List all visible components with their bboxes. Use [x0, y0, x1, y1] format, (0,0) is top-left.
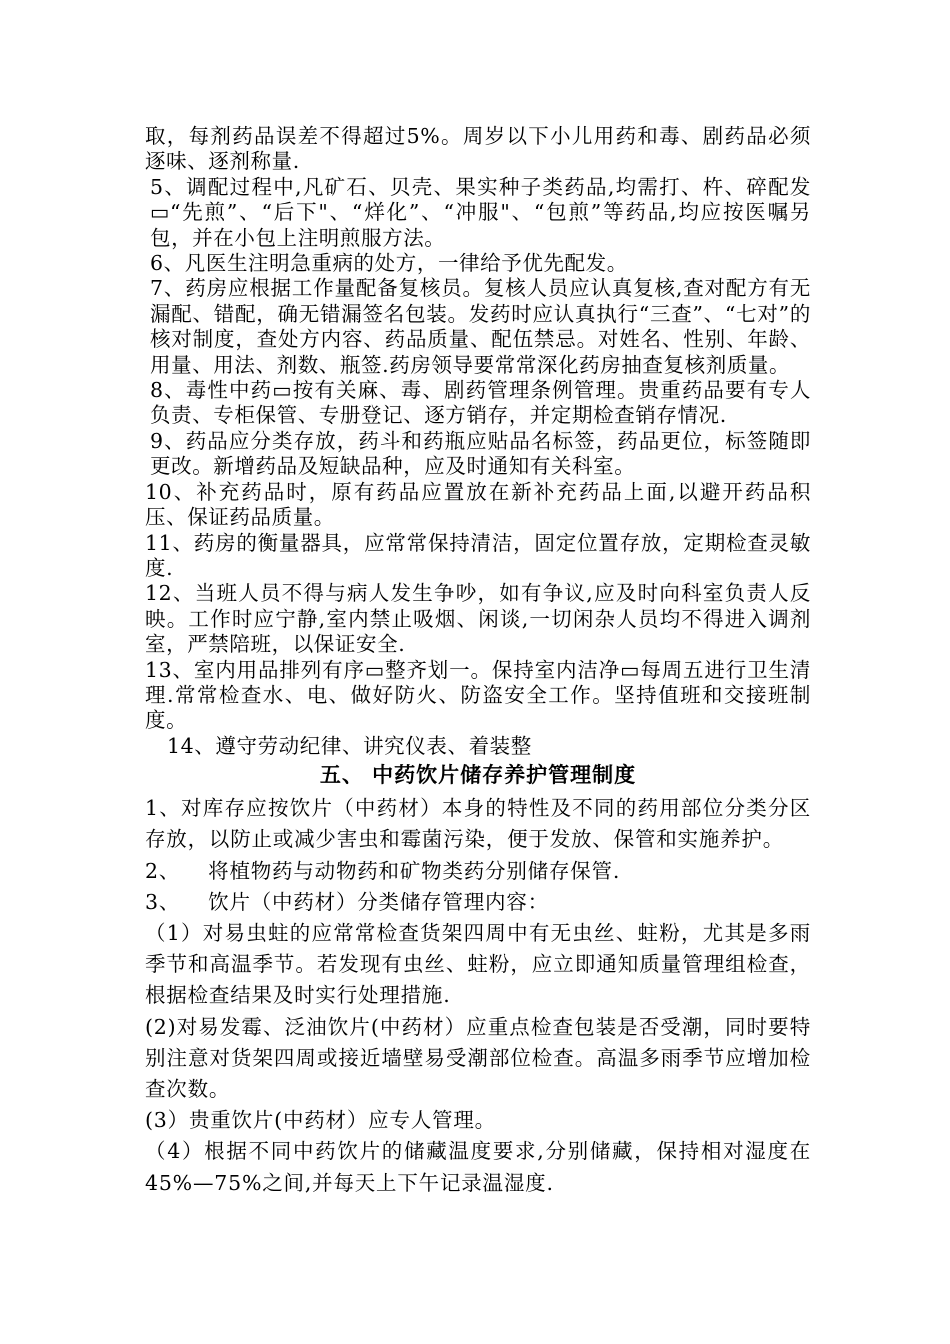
section-dispensing-rules [145, 124, 811, 759]
paragraph-item-14: 14、遵守劳动纪律、讲究仪表、着装整 [167, 733, 532, 758]
paragraph-item-10: 10、补充药品时，原有药品应置放在新补充药品上面,以避开药品积压、保证药品质量。 [145, 479, 811, 530]
paragraph-item-12: 12、当班人员不得与病人发生争吵，如有争议,应及时向科室负责人反映。工作时应宁静,室内禁止吸烟、闲谈,一切闲杂人员均不得进入调剂室，严禁陪班，以保证安全. [145, 581, 811, 657]
storage-paragraph-6: (3）贵重饮片(中药材）应专人管理。 [145, 1108, 496, 1133]
paragraph-item-7: 7、药房应根据工作量配备复核员。复核人员应认真复核,查对配方有无漏配、错配，确无错漏签名包装。发药时应认真执行“三查”、“七对”的核对制度，查处方内容、药品质量、配伍禁忌。对姓名、性别、年龄、用量、用法、剂数、瓶签.药房领导要常常深化药房抽查复核剂质量。 [150, 276, 811, 377]
section-storage-rules [145, 793, 811, 1199]
paragraph-item-13: 13、室内用品排列有序▭整齐划一。保持室内洁净▭每周五进行卫生清理.常常检查水、电、做好防火、防盗安全工作。坚持值班和交接班制度。 [145, 657, 811, 733]
section-heading: 五、 中药饮片储存养护管理制度 [319, 762, 637, 788]
paragraph-item-6: 6、凡医生注明急重病的处方，一律给予优先配发。 [150, 251, 628, 276]
storage-paragraph-1: 1、对库存应按饮片（中药材）本身的特性及不同的药用部位分类分区存放，以防止或减少害虫和霉菌污染，便于发放、保管和实施养护。 [145, 796, 811, 852]
document-page [145, 124, 811, 1199]
paragraph-item-8: 8、毒性中药▭按有关麻、毒、剧药管理条例管理。贵重药品要有专人负责、专柜保管、专册登记、逐方销存，并定期检查销存情况. [150, 378, 811, 428]
item-number: 3、 [145, 889, 181, 914]
paragraph-item-11: 11、药房的衡量器具，应常常保持清洁，固定位置存放，定期检查灵敏度. [145, 530, 811, 580]
storage-paragraph-5: (2)对易发霉、泛油饮片(中药材）应重点检查包装是否受潮，同时要特别注意对货架四周或接近墙壁易受潮部位检查。高温多雨季节应增加检查次数。 [145, 1014, 811, 1101]
storage-paragraph-4: （1）对易虫蛀的应常常检查货架四周中有无虫丝、蛀粉，尤其是多雨季节和高温季节。若发现有虫丝、蛀粉，应立即通知质量管理组检查，根据检查结果及时实行处理措施. [145, 920, 811, 1008]
item-text: 饮片（中药材）分类储存管理内容： [208, 889, 549, 914]
paragraph: 取，每剂药品误差不得超过5%。周岁以下小儿用药和毒、剧药品必须逐味、逐剂称量. [145, 124, 811, 174]
paragraph-item-9: 9、药品应分类存放，药斗和药瓶应贴品名标签，药品更位，标签随即更改。新增药品及短缺品种，应及时通知有关科室。 [150, 428, 811, 479]
storage-paragraph-2 [145, 856, 811, 887]
item-number: 2、 [145, 858, 181, 883]
paragraph-item-5: 5、调配过程中,凡矿石、贝壳、果实种子类药品,均需打、杵、碎配发▭“先煎”、“后下"、“烊化”、“冲服"、“包煎”等药品,均应按医嘱另包，并在小包上注明煎服方法。 [150, 174, 811, 250]
storage-paragraph-7: （4）根据不同中药饮片的储藏温度要求,分别储藏，保持相对湿度在45%—75%之间,并每天上下午记录温湿度. [145, 1139, 811, 1195]
storage-paragraph-3 [145, 887, 811, 918]
item-text: 将植物药与动物药和矿物类药分别储存保管. [208, 858, 621, 883]
